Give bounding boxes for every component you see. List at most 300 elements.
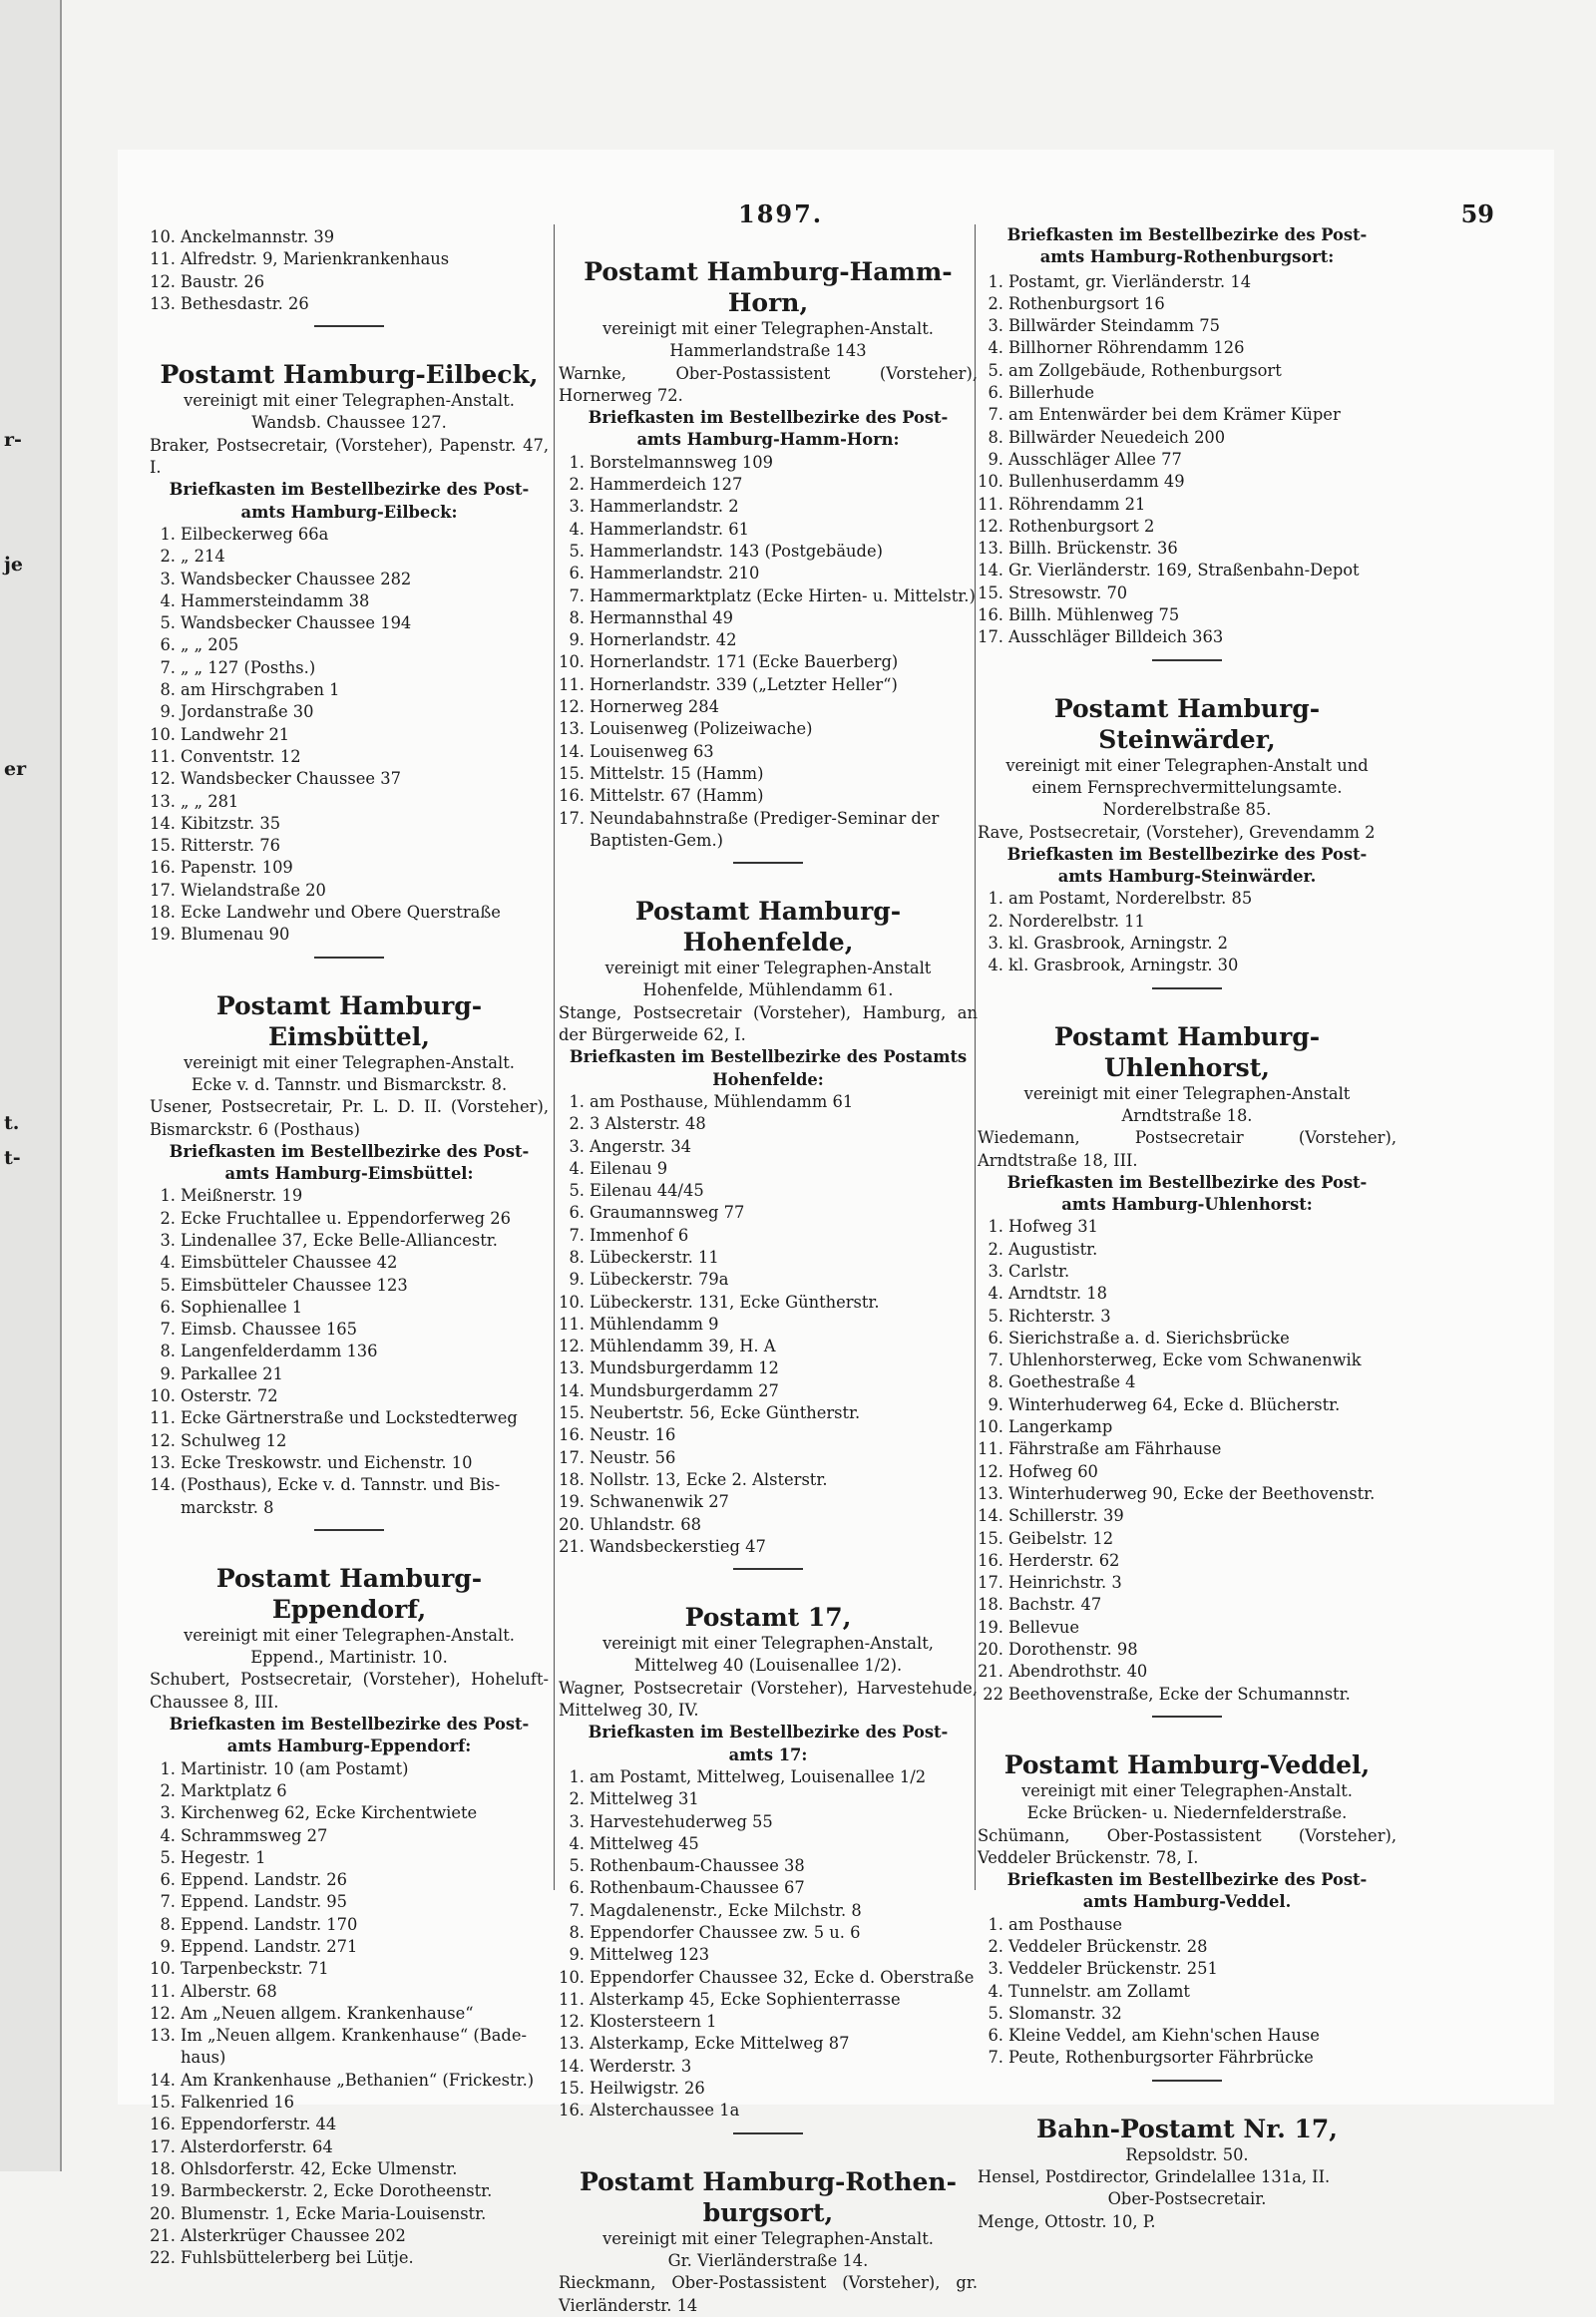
- office-address: Repsoldstr. 50.: [1125, 2144, 1249, 2164]
- item-number: 22: [983, 1684, 1003, 1704]
- mailbox-item: [978, 382, 1396, 404]
- mailbox-item: [150, 835, 549, 857]
- item-number: 9.: [569, 630, 585, 650]
- item-address: Hammerlandstr. 2: [590, 497, 739, 517]
- mailbox-heading: amts Hamburg-Rothenburgsort:: [1039, 247, 1335, 267]
- item-number: 5.: [569, 1181, 585, 1201]
- item-address: Peute, Rothenburgsorter Fährbrücke: [1008, 2048, 1314, 2068]
- mailbox-item: [978, 888, 1396, 910]
- item-number: 7.: [569, 1225, 585, 1245]
- item-number: 9.: [160, 702, 176, 722]
- item-number: 8.: [569, 1247, 585, 1267]
- item-address: Veddeler Brückenstr. 251: [1008, 1959, 1218, 1979]
- item-address: Landwehr 21: [181, 724, 290, 744]
- item-number: 17.: [978, 627, 1003, 647]
- item-number: 3.: [988, 934, 1003, 954]
- mailbox-item: [559, 1447, 978, 1469]
- mailbox-item: [150, 1275, 549, 1297]
- item-address: Mühlendamm 39, H. A: [590, 1337, 776, 1356]
- item-address: Uhlandstr. 68: [590, 1514, 701, 1534]
- mailbox-item: [559, 2100, 978, 2122]
- office-address: Gr. Vierländerstraße 14.: [667, 2250, 869, 2270]
- item-number: 14.: [978, 1506, 1003, 1526]
- mailbox-item: [559, 496, 978, 518]
- item-number: 12.: [150, 271, 176, 291]
- item-address: Hornerlandstr. 171 (Ecke Bauerberg): [590, 652, 899, 672]
- item-address: Kleine Veddel, am Kiehn'schen Hause: [1008, 2026, 1320, 2046]
- mailbox-item: [978, 538, 1396, 560]
- office-staff: Braker, Postsecretair, (Vorsteher), Papenstr. 47, I.: [150, 435, 549, 478]
- item-number: 20.: [978, 1640, 1003, 1660]
- mailbox-item: [559, 696, 978, 718]
- mailbox-item: [978, 1617, 1396, 1639]
- item-address: Alsterkamp, Ecke Mittelweg 87: [590, 2034, 850, 2054]
- mailbox-heading: Briefkasten im Bestellbezirke des Postamts: [569, 1047, 968, 1067]
- item-address: Fährstraße am Fährhause: [1008, 1439, 1222, 1459]
- item-address: Nollstr. 13, Ecke 2. Alsterstr.: [590, 1469, 828, 1489]
- mailbox-item: [150, 612, 549, 634]
- item-address: Bullenhuserdamm 49: [1008, 472, 1185, 492]
- item-address: am Postamt, Mittelweg, Louisenallee 1/2: [590, 1766, 927, 1786]
- item-address: Graumannsweg 77: [590, 1203, 745, 1223]
- mailbox-item: [150, 657, 549, 679]
- item-number: 1.: [988, 1217, 1003, 1237]
- item-address: Carlstr.: [1008, 1261, 1070, 1281]
- mailbox-item: [559, 1491, 978, 1513]
- item-number: 11.: [150, 249, 176, 269]
- item-address: Langenfelderdamm 136: [181, 1342, 378, 1361]
- post-office-section: [150, 325, 549, 946]
- item-address: Am „Neuen allgem. Krankenhause“: [181, 2003, 474, 2023]
- mailbox-item: [559, 1402, 978, 1424]
- item-address: Angerstr. 34: [590, 1136, 692, 1156]
- item-address: Billerhude: [1008, 383, 1095, 403]
- mailbox-item: [150, 524, 549, 546]
- mailbox-item: [150, 1474, 549, 1496]
- mailbox-heading: Briefkasten im Bestellbezirke des Post-: [1006, 1870, 1368, 1890]
- item-number: 12.: [150, 2003, 176, 2023]
- item-number: 6.: [569, 1203, 585, 1223]
- office-address: Wandsb. Chaussee 127.: [251, 413, 447, 433]
- item-number: 2.: [988, 1937, 1003, 1956]
- item-address: Mittelweg 45: [590, 1833, 699, 1853]
- mailbox-item: [978, 293, 1396, 315]
- item-address: Meißnerstr. 19: [181, 1186, 303, 1206]
- mailbox-item: [559, 1113, 978, 1135]
- item-number: 11.: [559, 1314, 585, 1334]
- mailbox-item: [150, 2158, 549, 2180]
- mailbox-item: [978, 1639, 1396, 1661]
- item-number: 14.: [978, 561, 1003, 580]
- office-staff: Rieckmann, Ober-Postassistent (Vorsteher), gr. Vierländerstr. 14: [559, 2273, 978, 2315]
- item-address: am Postamt, Norderelbstr. 85: [1008, 889, 1253, 909]
- mailbox-heading: Briefkasten im Bestellbezirke des Post-: [1006, 1172, 1368, 1192]
- mailbox-heading: Briefkasten im Bestellbezirke des Post-: [169, 480, 530, 500]
- item-address: Hornerlandstr. 339 („Letzter Heller“): [590, 674, 898, 694]
- page-number: 59: [1460, 199, 1494, 228]
- item-number: 4.: [569, 519, 585, 539]
- mailbox-list: [559, 1766, 978, 2123]
- item-number: 19.: [150, 2181, 176, 2201]
- post-office-section: [150, 1529, 549, 2270]
- item-number: 1.: [160, 524, 176, 544]
- item-number: 3.: [160, 1803, 176, 1823]
- office-title: Bahn-Postamt Nr. 17,: [1035, 2114, 1338, 2143]
- item-number: 12.: [150, 1430, 176, 1450]
- section-divider: [1152, 2080, 1222, 2082]
- office-address: Arndtstraße 18.: [1121, 1105, 1253, 1125]
- item-number: 17.: [559, 808, 585, 828]
- item-number: 7.: [160, 1320, 176, 1340]
- post-office-section: [559, 862, 978, 1558]
- item-address: Wandsbeckerstieg 47: [590, 1536, 766, 1556]
- mailbox-item: [978, 1371, 1396, 1393]
- item-address: Mittelweg 123: [590, 1945, 710, 1965]
- mailbox-item: [559, 1536, 978, 1558]
- item-number: 8.: [160, 680, 176, 700]
- item-address: Rothenbaum-Chaussee 67: [590, 1878, 805, 1898]
- mailbox-item: [978, 516, 1396, 538]
- section-divider: [314, 325, 384, 327]
- mailbox-item: [150, 1430, 549, 1452]
- item-number: 15.: [978, 1528, 1003, 1548]
- post-office-section: [559, 1568, 978, 2123]
- mailbox-item: [150, 1452, 549, 1474]
- item-number: 13.: [559, 1358, 585, 1378]
- office-title: Postamt Hamburg-Eimsbüttel,: [215, 990, 483, 1051]
- mailbox-item: [150, 1958, 549, 1980]
- office-title: Postamt Hamburg-Eppendorf,: [215, 1563, 483, 1624]
- mailbox-item: [559, 1424, 978, 1446]
- item-number: 4.: [988, 1284, 1003, 1304]
- item-number: 10.: [150, 1959, 176, 1979]
- prev-page-fragment: t-: [4, 1147, 21, 1169]
- item-number: 15.: [978, 582, 1003, 602]
- item-address: Abendrothstr. 40: [1008, 1662, 1148, 1682]
- mailbox-item: [150, 701, 549, 723]
- item-address: Barmbeckerstr. 2, Ecke Dorotheenstr.: [181, 2181, 493, 2201]
- item-number: 18.: [978, 1595, 1003, 1615]
- mailbox-heading: Briefkasten im Bestellbezirke des Post-: [1006, 844, 1368, 864]
- item-address: Slomanstr. 32: [1008, 2003, 1122, 2023]
- mailbox-item: [978, 404, 1396, 426]
- item-number: 17.: [978, 1573, 1003, 1593]
- mailbox-list: [559, 1091, 978, 1558]
- item-address: Lindenallee 37, Ecke Belle-Alliancestr.: [181, 1230, 498, 1250]
- item-address: Uhlenhorsterweg, Ecke vom Schwanenwik: [1008, 1351, 1362, 1370]
- office-staff: Usener, Postsecretair, Pr. L. D. II. (Vorsteher), Bismarckstr. 6 (Posthaus): [150, 1097, 549, 1139]
- mailbox-item: [150, 902, 549, 924]
- office-address: Norderelbstraße 85.: [1102, 800, 1272, 820]
- item-number: 16.: [559, 786, 585, 806]
- prev-page-fragment: r-: [4, 429, 22, 451]
- item-address: Heinrichstr. 3: [1008, 1573, 1122, 1593]
- mailbox-item: [559, 1514, 978, 1536]
- item-address: Ecke Gärtnerstraße und Lockstedterweg: [181, 1408, 518, 1428]
- item-number: 7.: [569, 1900, 585, 1920]
- mailbox-item: [150, 679, 549, 701]
- prev-page-fragment: t.: [4, 1112, 20, 1134]
- item-address: Schulweg 12: [181, 1430, 287, 1450]
- mailbox-item: [978, 1505, 1396, 1527]
- post-office-section: [150, 226, 549, 315]
- item-number: 21.: [150, 2225, 176, 2245]
- item-address: Winterhuderweg 90, Ecke der Beethovenstr.: [1008, 1483, 1376, 1503]
- mailbox-item: [978, 1416, 1396, 1438]
- mailbox-item: [559, 1833, 978, 1855]
- item-address: Heilwigstr. 26: [590, 2079, 705, 2099]
- item-number: 7.: [160, 1892, 176, 1912]
- item-number: 14.: [150, 813, 176, 833]
- item-address: Ecke Treskowstr. und Eichenstr. 10: [181, 1452, 473, 1472]
- item-number: 9.: [569, 1945, 585, 1965]
- office-address: vereinigt mit einer Telegraphen-Anstalt: [604, 959, 932, 978]
- item-address: Kibitzstr. 35: [181, 813, 281, 833]
- item-address: Blumenau 90: [181, 925, 290, 945]
- item-address: Hornerweg 284: [590, 697, 719, 717]
- item-address: „ 214: [181, 547, 225, 567]
- mailbox-list: [978, 1216, 1396, 1706]
- mailbox-item: [978, 1661, 1396, 1683]
- item-address: Schrammsweg 27: [181, 1825, 328, 1845]
- mailbox-item: [150, 746, 549, 768]
- item-address: Wandsbecker Chaussee 282: [181, 569, 412, 588]
- mailbox-heading: Hohenfelde:: [712, 1069, 824, 1089]
- item-address: Arndtstr. 18: [1008, 1284, 1107, 1304]
- mailbox-item: [150, 2136, 549, 2158]
- mailbox-item: [150, 1914, 549, 1936]
- item-number: 18.: [150, 2158, 176, 2178]
- item-address: Eilenau 44/45: [590, 1181, 704, 1201]
- item-address: Veddeler Brückenstr. 28: [1008, 1937, 1208, 1956]
- item-number: 8.: [569, 607, 585, 627]
- item-number: 13.: [978, 539, 1003, 559]
- item-number: 5.: [160, 1275, 176, 1295]
- item-address: Mundsburgerdamm 27: [590, 1380, 779, 1400]
- mailbox-item: [978, 604, 1396, 626]
- item-address: Tunnelstr. am Zollamt: [1008, 1981, 1190, 2001]
- item-address: Klostersteern 1: [590, 2012, 717, 2032]
- directory-page: [118, 150, 1554, 2315]
- item-number: 10.: [559, 1292, 585, 1312]
- mailbox-item: [978, 626, 1396, 648]
- mailbox-item: [150, 1981, 549, 2003]
- mailbox-item: [150, 924, 549, 946]
- item-address: Jordanstraße 30: [181, 702, 314, 722]
- item-address: Lübeckerstr. 11: [590, 1247, 719, 1267]
- post-office-section: [978, 1716, 1396, 2070]
- page-year: 1897.: [738, 199, 824, 228]
- item-address: Rothenburgsort 16: [1008, 293, 1165, 313]
- item-number: 7.: [569, 585, 585, 605]
- mailbox-item: [150, 1385, 549, 1407]
- mailbox-item: [978, 1394, 1396, 1416]
- item-address: Schwanenwik 27: [590, 1492, 729, 1512]
- mailbox-item: [978, 1438, 1396, 1460]
- mailbox-item: [978, 1981, 1396, 2003]
- item-address: Alfredstr. 9, Marienkrankenhaus: [181, 249, 450, 269]
- item-number: 10.: [150, 227, 176, 246]
- item-number: 9.: [160, 1937, 176, 1956]
- office-staff: Stange, Postsecretair (Vorsteher), Hamburg, an der Bürgerweide 62, I.: [559, 1002, 978, 1045]
- office-title: Postamt Hamburg-Rothen-burgsort,: [580, 2166, 957, 2227]
- item-address: Sophienallee 1: [181, 1297, 303, 1317]
- item-number: 16.: [978, 1550, 1003, 1570]
- item-number: 12.: [559, 2012, 585, 2032]
- item-address: Eppend. Landstr. 271: [181, 1937, 358, 1956]
- item-number: 6.: [988, 383, 1003, 403]
- item-address: Eppend. Landstr. 26: [181, 1870, 348, 1890]
- item-number: 9.: [988, 449, 1003, 469]
- mailbox-item: [978, 1306, 1396, 1328]
- item-number: 19.: [150, 925, 176, 945]
- item-address: Hofweg 60: [1008, 1461, 1098, 1481]
- item-number: 12.: [978, 516, 1003, 536]
- item-number: 5.: [160, 1847, 176, 1867]
- item-number: 3.: [988, 1959, 1003, 1979]
- office-role: Ober-Postsecretair.: [1107, 2189, 1267, 2209]
- mailbox-item: [978, 471, 1396, 493]
- item-number: 8.: [988, 1372, 1003, 1392]
- mailbox-item: [150, 1936, 549, 1958]
- item-address: Röhrendamm 21: [1008, 494, 1146, 514]
- item-number: 14.: [559, 1380, 585, 1400]
- mailbox-item: [559, 1469, 978, 1491]
- mailbox-item: [978, 1550, 1396, 1572]
- mailbox-item: [150, 1847, 549, 1869]
- mailbox-item: [978, 1594, 1396, 1616]
- item-number: 14.: [559, 2056, 585, 2076]
- mailbox-item: [150, 634, 549, 656]
- section-divider: [1152, 1716, 1222, 1718]
- mailbox-item: [559, 741, 978, 763]
- post-office-section: [559, 256, 978, 852]
- mailbox-heading: amts Hamburg-Uhlenhorst:: [1061, 1195, 1313, 1215]
- item-number: 5.: [988, 2003, 1003, 2023]
- mailbox-item: [978, 1283, 1396, 1305]
- item-number: 6.: [988, 1328, 1003, 1348]
- item-address: Hegestr. 1: [181, 1847, 266, 1867]
- mailbox-item: [978, 1958, 1396, 1980]
- mailbox-item: [559, 563, 978, 584]
- item-number: 2.: [988, 293, 1003, 313]
- office-address: vereinigt mit einer Telegraphen-Anstalt,: [602, 1634, 934, 1654]
- mailbox-item: [978, 1216, 1396, 1238]
- item-number: 5.: [988, 1306, 1003, 1326]
- mailbox-item: [150, 2180, 549, 2202]
- mailbox-item: [978, 955, 1396, 976]
- item-address: Am Krankenhause „Bethanien“ (Frickestr.): [181, 2070, 535, 2090]
- previous-page-edge: [2, 0, 58, 2171]
- item-address: Hammerlandstr. 143 (Postgebäude): [590, 541, 883, 561]
- item-address: Werderstr. 3: [590, 2056, 692, 2076]
- office-staff: Schümann, Ober-Postassistent (Vorsteher), Veddeler Brückenstr. 78, I.: [978, 1825, 1396, 1867]
- mailbox-heading: Briefkasten im Bestellbezirke des Post-: [588, 408, 949, 428]
- mailbox-item: [150, 2092, 549, 2114]
- item-number: 10.: [559, 652, 585, 672]
- office-address: vereinigt mit einer Telegraphen-Anstalt.: [184, 391, 515, 411]
- mailbox-item: [150, 546, 549, 568]
- mailbox-item: [978, 271, 1396, 293]
- mailbox-heading: amts Hamburg-Eppendorf:: [226, 1737, 472, 1756]
- item-number: 2.: [160, 1208, 176, 1228]
- mailbox-list: [150, 1758, 549, 2270]
- item-address: Wandsbecker Chaussee 37: [181, 769, 401, 789]
- item-address: Neundabahnstraße (Prediger-Seminar der: [590, 808, 940, 828]
- item-address: Falkenried 16: [181, 2093, 295, 2113]
- item-number: 9.: [569, 1270, 585, 1290]
- mailbox-item: [978, 911, 1396, 933]
- item-address: Alsterkamp 45, Ecke Sophienterrasse: [590, 1989, 901, 2009]
- item-address: Hofweg 31: [1008, 1217, 1098, 1237]
- item-address: Magdalenenstr., Ecke Milchstr. 8: [590, 1900, 862, 1920]
- item-address: Ecke Fruchtallee u. Eppendorferweg 26: [181, 1208, 511, 1228]
- mailbox-list: [150, 226, 549, 315]
- mailbox-item: [150, 2114, 549, 2135]
- mailbox-item: [978, 494, 1396, 516]
- mailbox-item: [150, 1758, 549, 1780]
- item-number: 11.: [978, 494, 1003, 514]
- office-address: Hohenfelde, Mühlendamm 61.: [642, 980, 894, 1000]
- mailbox-item: [978, 933, 1396, 955]
- mailbox-item: [150, 880, 549, 902]
- mailbox-item: [978, 1350, 1396, 1371]
- mailbox-item: [978, 337, 1396, 359]
- item-address: Stresowstr. 70: [1008, 582, 1128, 602]
- mailbox-item: [559, 1336, 978, 1357]
- mailbox-item: [559, 1314, 978, 1336]
- item-number: 2.: [988, 911, 1003, 931]
- item-number: 10.: [978, 1417, 1003, 1437]
- item-number: 20.: [559, 1514, 585, 1534]
- post-office-section: [978, 987, 1396, 1706]
- mailbox-item: [150, 1341, 549, 1362]
- mailbox-item: [978, 1483, 1396, 1505]
- item-continuation: haus): [181, 2048, 226, 2068]
- mailbox-item: [978, 1936, 1396, 1958]
- item-number: 7.: [160, 657, 176, 677]
- item-number: 6.: [160, 635, 176, 655]
- item-number: 22.: [150, 2248, 176, 2268]
- item-number: 8.: [988, 427, 1003, 447]
- mailbox-item: [150, 569, 549, 590]
- item-number: 8.: [569, 1923, 585, 1942]
- mailbox-item: [559, 1091, 978, 1113]
- office-staff: Rave, Postsecretair, (Vorsteher), Grevendamm 2: [978, 822, 1376, 842]
- mailbox-list: [559, 452, 978, 852]
- item-address: Ritterstr. 76: [181, 836, 280, 856]
- item-number: 8.: [160, 1342, 176, 1361]
- mailbox-item: [150, 1869, 549, 1891]
- item-number: 2.: [569, 475, 585, 495]
- item-number: 1.: [569, 1766, 585, 1786]
- item-address: Tarpenbeckstr. 71: [181, 1959, 329, 1979]
- item-address: am Hirschgraben 1: [181, 680, 340, 700]
- item-number: 1.: [988, 1914, 1003, 1934]
- office-staff: Hensel, Postdirector, Grindelallee 131a, II.: [978, 2167, 1331, 2187]
- item-number: 15.: [559, 1403, 585, 1423]
- item-number: 9.: [988, 1394, 1003, 1414]
- office-address: vereinigt mit einer Telegraphen-Anstalt: [1023, 1083, 1351, 1103]
- mailbox-heading: Briefkasten im Bestellbezirke des Post-: [588, 1723, 949, 1742]
- item-number: 20.: [150, 2203, 176, 2223]
- item-number: 4.: [160, 590, 176, 610]
- item-number: 13.: [150, 1452, 176, 1472]
- item-address: „ „ 281: [181, 791, 239, 811]
- mailbox-item: [150, 724, 549, 746]
- item-address: Mittelstr. 67 (Hamm): [590, 786, 764, 806]
- item-address: Beethovenstraße, Ecke der Schumannstr.: [1008, 1684, 1351, 1704]
